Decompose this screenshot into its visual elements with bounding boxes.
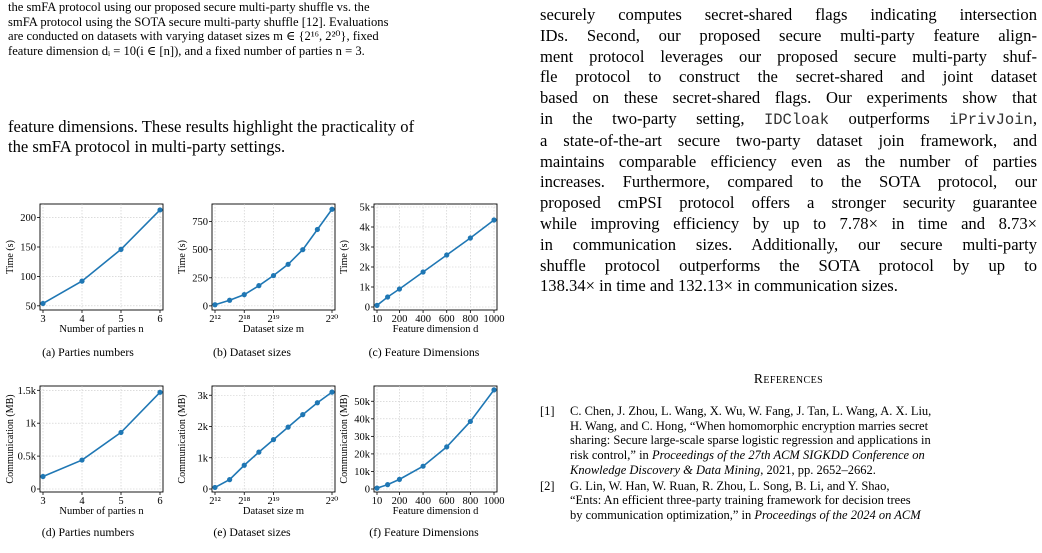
data-point <box>79 457 84 462</box>
chart-communication-vs-feature-dimension <box>339 380 505 517</box>
data-point <box>385 294 390 299</box>
reference-number: [2] <box>540 478 555 493</box>
x-tick-label: 2¹⁹ <box>267 496 280 507</box>
series-line <box>43 392 160 476</box>
x-axis-label: Dataset size m <box>242 506 305 517</box>
paragraph-line: based on these secret-shared flags. Our experiments show that <box>540 88 1037 108</box>
data-point <box>256 283 261 288</box>
reference-line <box>570 463 1037 478</box>
reference-line: “Ents: An efficient three-party training framework for decision trees <box>570 493 911 508</box>
paragraph-line: in communication sizes. Additionally, our secure multi-party <box>540 234 1037 254</box>
x-tick-label: 400 <box>415 314 431 325</box>
body-paragraph-right <box>540 5 1037 297</box>
paragraph-line <box>540 109 1037 131</box>
series-line <box>377 390 494 488</box>
text-run: in the two-party setting, <box>540 108 764 128</box>
data-point <box>444 444 449 449</box>
reference-line: C. Chen, J. Zhou, L. Wang, X. Wu, W. Fang, J. Tan, L. Wang, A. X. Liu, <box>570 404 932 418</box>
data-point <box>385 482 390 487</box>
y-tick-label: 3k <box>359 242 370 254</box>
data-point <box>444 252 449 257</box>
plot-frame <box>40 386 163 492</box>
subcaption-e: (e) Dataset sizes <box>213 525 291 539</box>
x-tick-label: 2¹⁸ <box>238 496 251 507</box>
subcaption-f: (f) Feature Dimensions <box>369 525 479 539</box>
subcaption-a: (a) Parties numbers <box>42 345 134 359</box>
data-point <box>212 302 217 307</box>
data-point <box>271 437 276 442</box>
y-tick-label: 1k <box>359 282 370 294</box>
data-point <box>242 292 247 297</box>
x-axis-label: Feature dimension d <box>392 506 479 517</box>
data-point <box>420 464 425 469</box>
data-point <box>315 227 320 232</box>
y-tick-label: 20k <box>354 449 370 461</box>
reference-number: [1] <box>540 404 555 418</box>
data-point <box>271 273 276 278</box>
chart-communication-vs-parties <box>5 380 168 517</box>
reference-line <box>570 508 1037 523</box>
y-tick-label: 250 <box>192 273 208 285</box>
reference-item <box>540 404 1037 478</box>
chart-svg <box>177 198 340 335</box>
x-tick-label: 200 <box>391 496 408 507</box>
x-axis-label: Number of parties n <box>59 324 144 335</box>
y-tick-label: 1k <box>197 453 208 465</box>
x-tick-label: 200 <box>391 314 408 325</box>
x-axis-label: Dataset size m <box>242 324 305 335</box>
paragraph-line: maintains comparable efficiency even as the number of parties <box>540 151 1037 171</box>
text-run: , <box>1032 108 1037 128</box>
x-tick-label: 2¹⁹ <box>267 314 280 325</box>
x-tick-label: 2¹² <box>209 496 221 507</box>
paragraph-line: ment protocol leverages our proposed secure multi-party shuf- <box>540 46 1037 66</box>
data-point <box>79 279 84 284</box>
x-tick-label: 6 <box>157 314 163 325</box>
data-point <box>420 269 425 274</box>
data-point <box>286 425 291 430</box>
subcaption-d: (d) Parties numbers <box>41 525 135 539</box>
x-tick-label: 5 <box>118 496 124 507</box>
data-point <box>212 485 217 490</box>
paragraph-line: fle protocol to construct the secret-shared and joint dataset <box>540 67 1037 87</box>
paragraph-line: shuffle protocol outperforms the SOTA protocol by up to <box>540 255 1037 275</box>
chart-time-vs-feature-dimension <box>339 198 505 335</box>
y-tick-label: 30k <box>354 431 370 443</box>
reference-line <box>570 448 1037 463</box>
caption-line: are conducted on datasets with varying dataset sizes m ∈ {2¹⁶, 2²⁰}, fixed <box>8 29 379 44</box>
subcaption-b: (b) Dataset sizes <box>213 345 291 359</box>
x-tick-label: 400 <box>415 496 431 507</box>
reference-line: sharing: Secure large-scale sparse logistic regression and applications in <box>570 433 931 448</box>
y-tick-label: 4k <box>359 222 370 234</box>
data-point <box>157 390 162 395</box>
venue-italic: Knowledge Discovery & Data Mining <box>570 462 761 477</box>
data-point <box>315 400 320 405</box>
caption-line: feature dimension dᵢ = 10(i ∈ [n]), and a fixed number of parties n = 3. <box>8 43 365 58</box>
subcaption-c: (c) Feature Dimensions <box>368 345 480 359</box>
reference-line: G. Lin, W. Han, W. Ruan, R. Zhou, L. Song, B. Li, and Y. Shao, <box>570 478 890 493</box>
x-tick-label: 2¹⁸ <box>238 314 251 325</box>
x-tick-label: 2²⁰ <box>325 496 339 507</box>
text-run: outperforms <box>829 108 950 128</box>
caption-line: the smFA protocol using our proposed secure multi-party shuffle vs. the <box>8 0 370 14</box>
y-tick-label: 2k <box>359 262 370 274</box>
data-point <box>329 390 334 395</box>
series-line <box>377 220 494 305</box>
venue-italic: Proceedings of the 2024 on ACM <box>754 507 921 522</box>
text-run: , 2021, pp. 2652–2662. <box>760 462 876 477</box>
y-tick-label: 3k <box>197 390 208 402</box>
x-tick-label: 3 <box>40 314 46 325</box>
x-axis-label: Feature dimension d <box>392 324 479 335</box>
data-point <box>397 286 402 291</box>
paragraph-line: proposed cmPSI protocol offers a stronger security guarantee <box>540 193 1037 213</box>
data-point <box>397 477 402 482</box>
paragraph-line: securely computes secret-shared flags indicating intersection <box>540 5 1037 24</box>
x-axis-label: Number of parties n <box>59 506 144 517</box>
data-point <box>300 247 305 252</box>
data-point <box>242 463 247 468</box>
x-tick-label: 2²⁰ <box>325 314 339 325</box>
references-list <box>540 404 1037 523</box>
x-tick-label: 800 <box>462 496 479 507</box>
chart-svg <box>5 198 168 335</box>
paragraph-line: IDs. Second, our proposed secure multi-party feature align- <box>540 25 1037 45</box>
paragraph-line: the smFA protocol in multi-party settings. <box>8 137 286 156</box>
y-tick-label: 0 <box>364 302 370 314</box>
x-tick-label: 800 <box>462 314 479 325</box>
figure-caption-continued <box>8 0 516 58</box>
data-point <box>491 387 496 392</box>
data-point <box>40 474 45 479</box>
reference-item <box>540 479 1037 523</box>
x-tick-label: 600 <box>438 314 455 325</box>
data-point <box>300 412 305 417</box>
chart-time-vs-dataset-size <box>177 198 340 335</box>
y-axis-label: Time (s) <box>339 240 350 274</box>
system-name-iprivjoin: iPrivJoin <box>949 110 1033 129</box>
y-axis-label: Communication (MB) <box>339 394 350 484</box>
x-tick-label: 10 <box>371 314 383 325</box>
y-tick-label: 0 <box>30 484 36 496</box>
chart-svg <box>339 380 505 517</box>
text-run: risk control,” in <box>570 448 652 463</box>
x-tick-label: 4 <box>79 314 85 325</box>
data-point <box>468 235 473 240</box>
y-tick-label: 5k <box>359 202 370 214</box>
references-heading: References <box>753 371 824 386</box>
data-point <box>374 486 379 491</box>
x-tick-label: 5 <box>118 314 124 325</box>
chart-svg <box>177 380 340 517</box>
x-tick-label: 4 <box>79 496 85 507</box>
body-paragraph-left <box>8 117 516 157</box>
x-tick-label: 600 <box>438 496 455 507</box>
x-tick-label: 3 <box>40 496 46 507</box>
y-tick-label: 500 <box>192 245 208 257</box>
y-axis-label: Communication (MB) <box>177 394 188 484</box>
x-tick-label: 10 <box>371 496 383 507</box>
x-tick-label: 1000 <box>483 496 505 507</box>
y-tick-label: 50 <box>25 301 36 313</box>
y-tick-label: 0 <box>364 484 370 496</box>
chart-svg <box>5 380 168 517</box>
data-point <box>329 207 334 212</box>
y-tick-label: 0 <box>202 301 208 313</box>
data-point <box>256 450 261 455</box>
y-axis-label: Time (s) <box>177 240 188 274</box>
y-tick-label: 2k <box>197 422 208 433</box>
chart-communication-vs-dataset-size <box>177 380 340 517</box>
y-axis-label: Time (s) <box>5 240 16 274</box>
y-tick-label: 100 <box>20 271 36 283</box>
data-point <box>118 430 123 435</box>
paragraph-line: increases. Furthermore, compared to the SOTA protocol, our <box>540 172 1037 192</box>
y-tick-label: 10k <box>354 466 370 478</box>
y-tick-label: 0.5k <box>17 451 36 463</box>
y-tick-label: 1.5k <box>17 385 36 397</box>
y-tick-label: 1k <box>25 418 36 430</box>
x-tick-label: 1000 <box>483 314 505 325</box>
paragraph-line: while improving efficiency by up to 7.78× in time and 8.73× <box>540 213 1037 233</box>
data-point <box>227 477 232 482</box>
y-axis-label: Communication (MB) <box>5 394 16 484</box>
data-point <box>40 301 45 306</box>
data-point <box>468 419 473 424</box>
data-point <box>118 247 123 252</box>
system-name-idcloak: IDCloak <box>763 110 830 129</box>
x-tick-label: 6 <box>157 496 163 507</box>
paragraph-line: 138.34× in time and 132.13× in communication sizes. <box>540 276 898 296</box>
y-tick-label: 0 <box>202 484 208 496</box>
paragraph-line: feature dimensions. These results highlight the practicality of <box>8 117 415 136</box>
data-point <box>286 262 291 267</box>
y-tick-label: 750 <box>192 217 208 229</box>
x-tick-label: 2¹² <box>209 314 221 325</box>
paragraph-line: a state-of-the-art secure two-party dataset join framework, and <box>540 130 1037 150</box>
data-point <box>374 303 379 308</box>
venue-italic: Proceedings of the 27th ACM SIGKDD Conference on <box>651 448 925 463</box>
data-point <box>157 207 162 212</box>
plot-frame <box>374 386 497 492</box>
y-tick-label: 40k <box>354 414 370 426</box>
reference-line: H. Wang, and C. Hong, “When homomorphic encryption marries secret <box>570 418 929 433</box>
series-line <box>215 209 332 305</box>
y-tick-label: 50k <box>354 396 370 408</box>
series-line <box>43 210 160 304</box>
caption-line: smFA protocol using the SOTA secure multi-party shuffle [12]. Evaluations <box>8 14 389 29</box>
text-run: by communication optimization,” in <box>570 507 755 522</box>
data-point <box>491 217 496 222</box>
chart-time-vs-parties <box>5 198 168 335</box>
data-point <box>227 298 232 303</box>
y-tick-label: 200 <box>20 213 36 225</box>
y-tick-label: 150 <box>20 242 36 254</box>
chart-svg <box>339 198 505 335</box>
